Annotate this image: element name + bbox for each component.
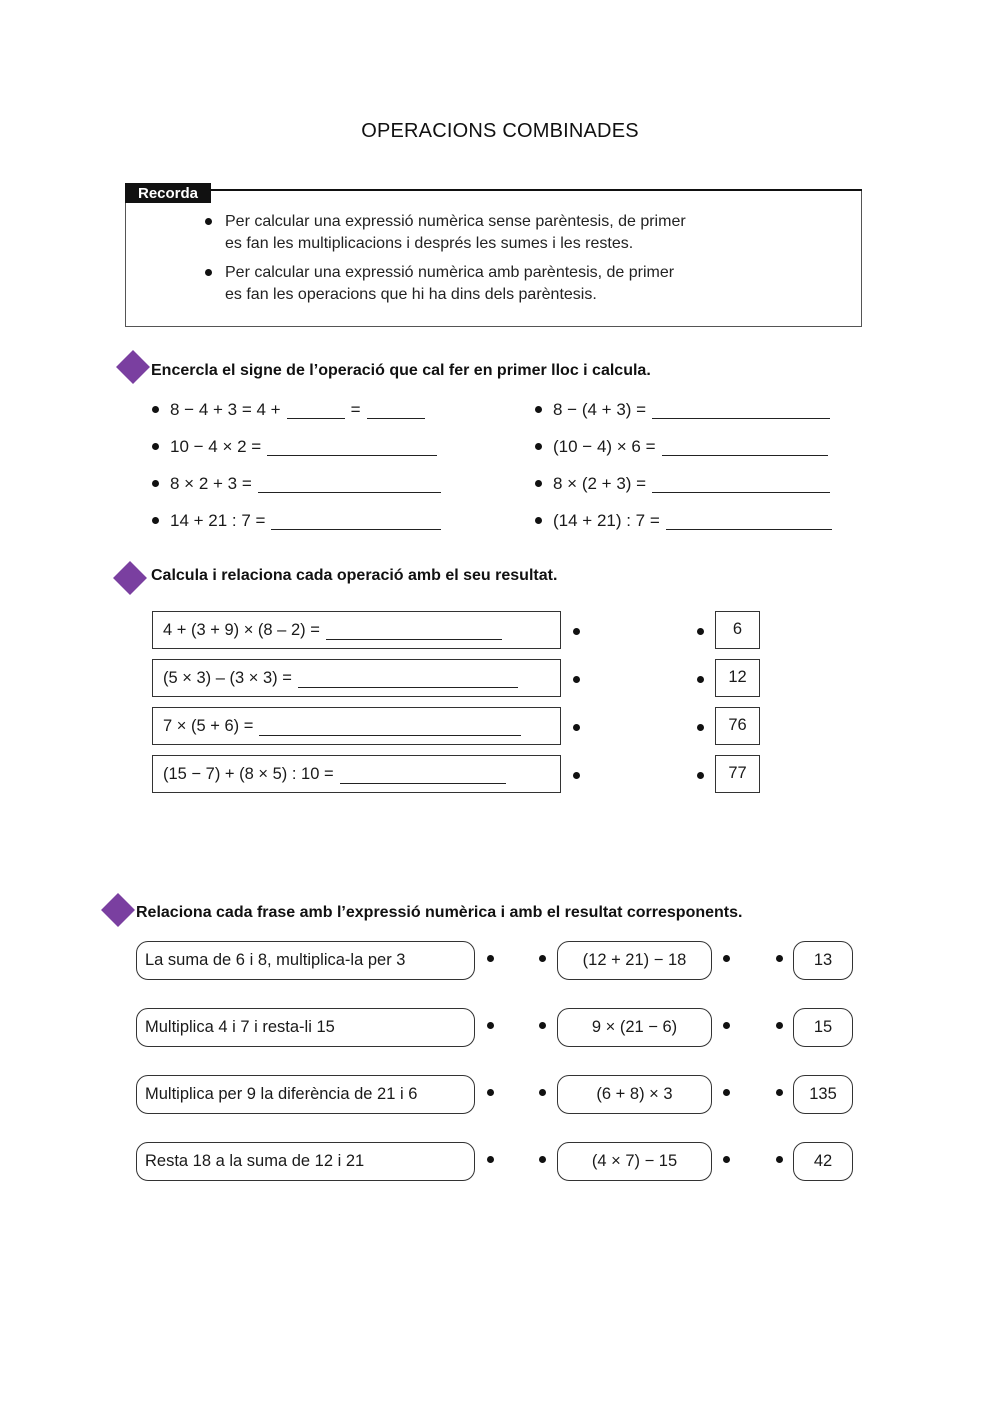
ex2-operation-box [152, 659, 561, 697]
exercise3-instruction: Relaciona cada frase amb l’expressió numèrica i amb el resultat corresponents. [136, 904, 743, 921]
answer-blank[interactable] [271, 509, 441, 530]
ex2-result-box: 12 [715, 659, 760, 697]
ex1-expression: 8 × (2 + 3) = [553, 474, 647, 493]
ex2-operation-box [152, 707, 561, 745]
connector-dot[interactable] [573, 676, 580, 683]
connector-dot[interactable] [539, 1156, 546, 1163]
answer-blank[interactable] [367, 398, 425, 419]
connector-dot[interactable] [539, 1089, 546, 1096]
ex1-expression: 8 × 2 + 3 = [170, 474, 252, 493]
result-pill: 13 [793, 941, 853, 980]
connector-dot[interactable] [723, 955, 730, 962]
recorda-label: Recorda [125, 183, 211, 203]
ex1-item [152, 509, 447, 533]
ex1-expression: 8 − (4 + 3) = [553, 400, 647, 419]
rule-text: Per calcular una expressió numèrica sense parèntesis, de primer es fan les multiplicacions i després les sumes i les restes. [225, 213, 686, 252]
phrase-pill: Multiplica per 9 la diferència de 21 i 6 [136, 1075, 475, 1114]
ex2-operation-box [152, 755, 561, 793]
connector-dot[interactable] [723, 1089, 730, 1096]
ex2-operation-box [152, 611, 561, 649]
ex2-operation-text: 4 + (3 + 9) × (8 – 2) = [163, 620, 320, 639]
ex2-result-box: 77 [715, 755, 760, 793]
connector-dot[interactable] [487, 1089, 494, 1096]
rule-item [205, 211, 785, 255]
connector-dot[interactable] [539, 955, 546, 962]
ex1-item [535, 509, 838, 533]
bullet-icon [205, 218, 212, 225]
ex2-result-box: 76 [715, 707, 760, 745]
answer-blank[interactable] [259, 717, 521, 736]
ex2-operation-text: (15 − 7) + (8 × 5) : 10 = [163, 764, 334, 783]
bullet-icon [152, 443, 159, 450]
expression-pill: 9 × (21 − 6) [557, 1008, 712, 1047]
connector-dot[interactable] [487, 955, 494, 962]
connector-dot[interactable] [776, 1089, 783, 1096]
connector-dot[interactable] [539, 1022, 546, 1029]
connector-dot[interactable] [776, 1156, 783, 1163]
connector-dot[interactable] [697, 724, 704, 731]
ex1-item [152, 398, 431, 422]
answer-blank[interactable] [287, 398, 345, 419]
phrase-pill: Multiplica 4 i 7 i resta-li 15 [136, 1008, 475, 1047]
answer-blank[interactable] [298, 669, 518, 688]
connector-dot[interactable] [697, 772, 704, 779]
result-pill: 15 [793, 1008, 853, 1047]
connector-dot[interactable] [723, 1156, 730, 1163]
connector-dot[interactable] [723, 1022, 730, 1029]
exercise2-instruction: Calcula i relaciona cada operació amb el seu resultat. [151, 567, 558, 584]
exercise1-instruction: Encercla el signe de l’operació que cal fer en primer lloc i calcula. [151, 362, 651, 379]
bullet-icon [152, 517, 159, 524]
ex1-expression: (10 − 4) × 6 = [553, 437, 656, 456]
rule-text: Per calcular una expressió numèrica amb parèntesis, de primer es fan les operacions que hi ha dins dels parèntesis. [225, 264, 675, 303]
ex1-item [152, 435, 443, 459]
ex2-result-box: 6 [715, 611, 760, 649]
bullet-icon [535, 480, 542, 487]
bullet-icon [205, 269, 212, 276]
diamond-icon [116, 350, 150, 384]
answer-blank[interactable] [267, 435, 437, 456]
connector-dot[interactable] [776, 955, 783, 962]
answer-blank[interactable] [326, 621, 502, 640]
connector-dot[interactable] [573, 772, 580, 779]
ex1-expression: 14 + 21 : 7 = [170, 511, 266, 530]
ex1-item [535, 435, 834, 459]
ex1-expression: (14 + 21) : 7 = [553, 511, 660, 530]
recorda-top-border [211, 189, 862, 191]
ex1-expression: 8 − 4 + 3 = 4 + [170, 400, 281, 419]
connector-dot[interactable] [776, 1022, 783, 1029]
ex1-equals: = [350, 400, 361, 419]
diamond-icon [113, 561, 147, 595]
ex2-operation-text: (5 × 3) – (3 × 3) = [163, 668, 292, 687]
connector-dot[interactable] [697, 628, 704, 635]
connector-dot[interactable] [573, 724, 580, 731]
answer-blank[interactable] [666, 509, 832, 530]
answer-blank[interactable] [662, 435, 828, 456]
result-pill: 135 [793, 1075, 853, 1114]
rule-item [205, 262, 785, 306]
bullet-icon [535, 443, 542, 450]
phrase-pill: Resta 18 a la suma de 12 i 21 [136, 1142, 475, 1181]
connector-dot[interactable] [487, 1022, 494, 1029]
bullet-icon [535, 517, 542, 524]
expression-pill: (4 × 7) − 15 [557, 1142, 712, 1181]
answer-blank[interactable] [258, 472, 441, 493]
diamond-icon [101, 893, 135, 927]
phrase-pill: La suma de 6 i 8, multiplica-la per 3 [136, 941, 475, 980]
bullet-icon [152, 406, 159, 413]
bullet-icon [152, 480, 159, 487]
connector-dot[interactable] [487, 1156, 494, 1163]
ex1-expression: 10 − 4 × 2 = [170, 437, 262, 456]
result-pill: 42 [793, 1142, 853, 1181]
connector-dot[interactable] [697, 676, 704, 683]
recorda-box [125, 189, 862, 327]
expression-pill: (6 + 8) × 3 [557, 1075, 712, 1114]
connector-dot[interactable] [573, 628, 580, 635]
ex1-item [535, 398, 836, 422]
answer-blank[interactable] [652, 472, 830, 493]
bullet-icon [535, 406, 542, 413]
ex2-operation-text: 7 × (5 + 6) = [163, 716, 254, 735]
ex1-item [535, 472, 836, 496]
answer-blank[interactable] [340, 765, 506, 784]
answer-blank[interactable] [652, 398, 830, 419]
expression-pill: (12 + 21) − 18 [557, 941, 712, 980]
page-title: OPERACIONS COMBINADES [361, 120, 639, 142]
ex1-item [152, 472, 447, 496]
